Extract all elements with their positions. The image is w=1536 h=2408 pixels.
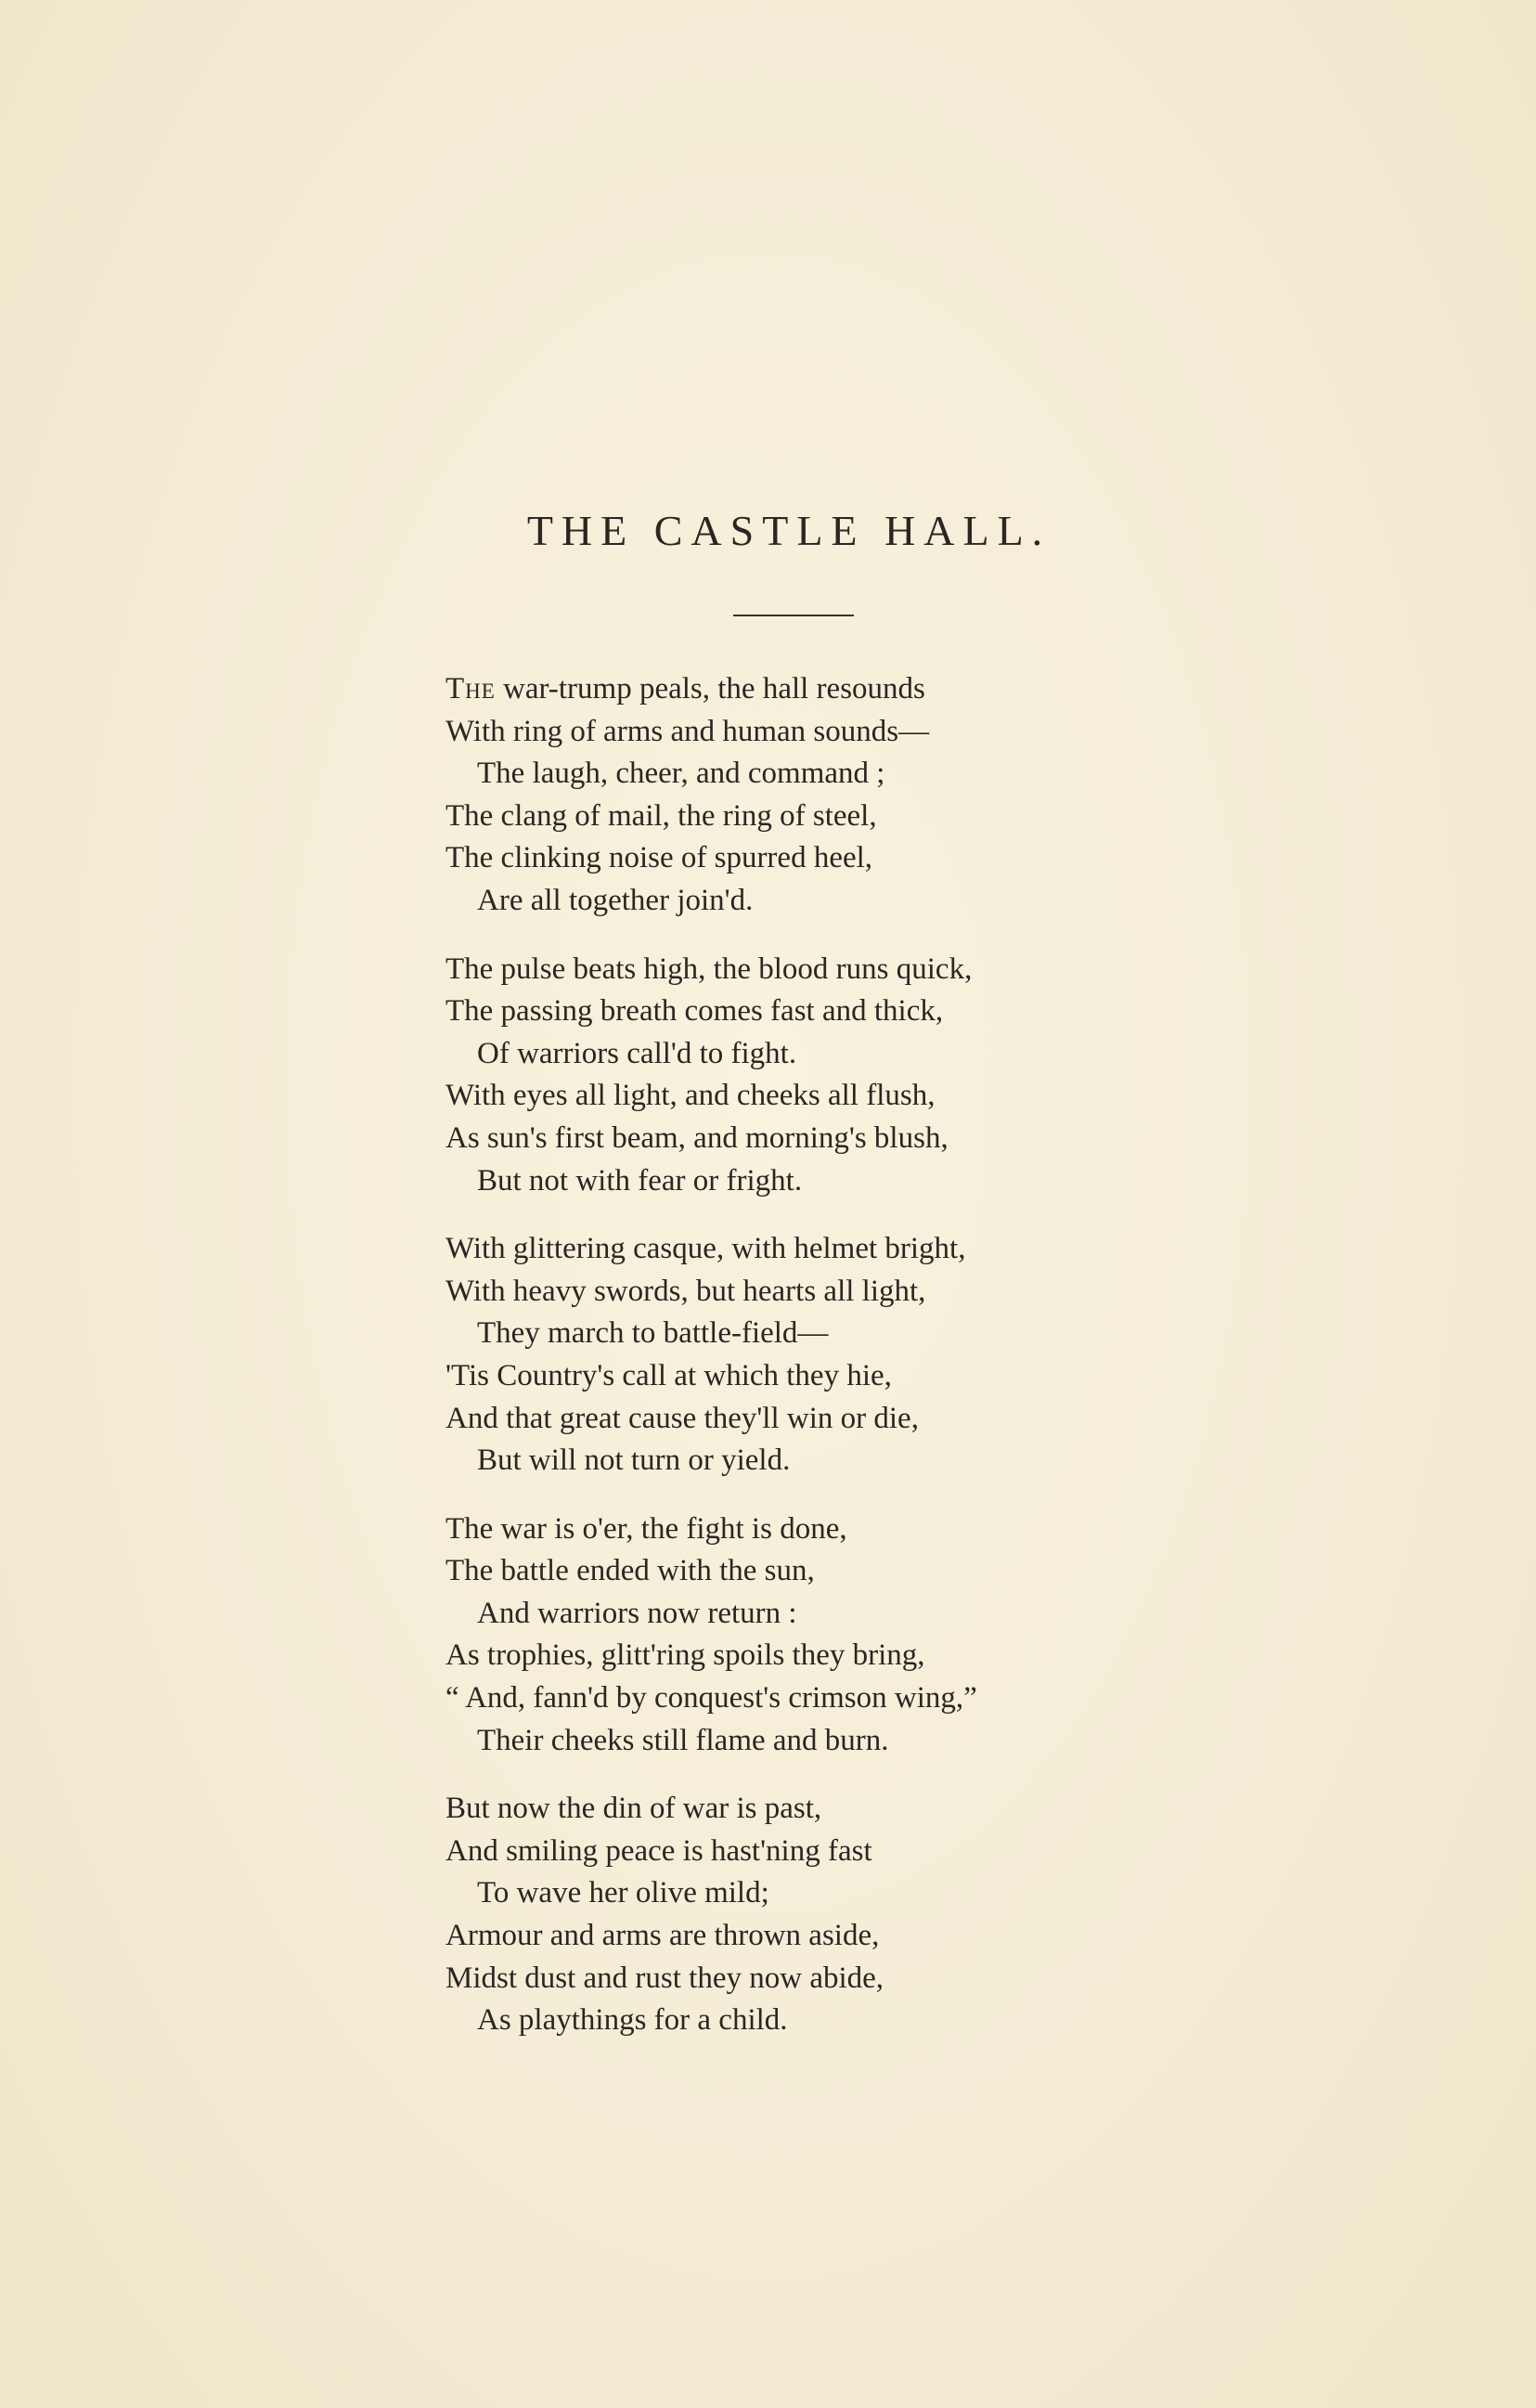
poem-line-indented: They march to battle-field— xyxy=(477,1316,829,1351)
poem-title: THE CASTLE HALL. xyxy=(526,507,1052,554)
poem-line: Midst dust and rust they now abide, xyxy=(445,1961,884,1995)
stanza-4 xyxy=(445,1508,1374,1763)
poem-line: Armour and arms are thrown aside, xyxy=(445,1919,880,1953)
first-word-small-caps: The xyxy=(445,672,496,706)
poem-line: And smiling peace is hast'ning fast xyxy=(445,1833,872,1868)
poem-line: The clinking noise of spurred heel, xyxy=(445,841,873,875)
poem-line-indented: But will not turn or yield. xyxy=(477,1444,791,1478)
title-rule xyxy=(733,615,854,616)
poem-line: The battle ended with the sun, xyxy=(445,1554,815,1588)
poem-line-indented: To wave her olive mild; xyxy=(477,1876,769,1910)
poem-line: The clang of mail, the ring of steel, xyxy=(445,798,877,833)
poem-line: 'Tis Country's call at which they hie, xyxy=(445,1358,892,1392)
poem-line: “ And, fann'd by conquest's crimson wing,” xyxy=(445,1681,977,1715)
stanza-1 xyxy=(445,668,1374,923)
poem-line: And that great cause they'll win or die, xyxy=(445,1401,919,1435)
poem-line: With heavy swords, but hearts all light, xyxy=(445,1274,926,1308)
poem-line: The passing breath comes fast and thick, xyxy=(445,994,944,1029)
poem-line-indented: The laugh, cheer, and command ; xyxy=(477,757,885,791)
poem-line-indented: Their cheeks still flame and burn. xyxy=(477,1723,889,1757)
poem-line: As sun's first beam, and morning's blush, xyxy=(445,1120,949,1155)
poem-line: But now the din of war is past, xyxy=(445,1792,822,1826)
poem-line: With ring of arms and human sounds— xyxy=(445,714,930,748)
poem-line: As trophies, glitt'ring spoils they bring, xyxy=(445,1638,925,1673)
stanza-3 xyxy=(445,1228,1374,1482)
poem-line-indented: As playthings for a child. xyxy=(477,2003,788,2038)
poem-line-indented: Are all together join'd. xyxy=(477,883,754,917)
poem-line: With glittering casque, with helmet bright, xyxy=(445,1232,966,1266)
poem-line-indented: But not with fear or fright. xyxy=(477,1163,803,1198)
stanza-2 xyxy=(445,949,1374,1203)
poem-line-indented: And warriors now return : xyxy=(477,1596,797,1630)
poem-body xyxy=(445,668,1374,2068)
poem-line: With eyes all light, and cheeks all flush, xyxy=(445,1079,936,1113)
poem-line-indented: Of warriors call'd to fight. xyxy=(477,1036,797,1070)
stanza-5 xyxy=(445,1788,1374,2042)
poem-line: The war is o'er, the fight is done, xyxy=(445,1511,847,1546)
poem-line: The war-trump peals, the hall resounds xyxy=(445,672,925,706)
poem-line: The pulse beats high, the blood runs quick, xyxy=(445,952,973,986)
